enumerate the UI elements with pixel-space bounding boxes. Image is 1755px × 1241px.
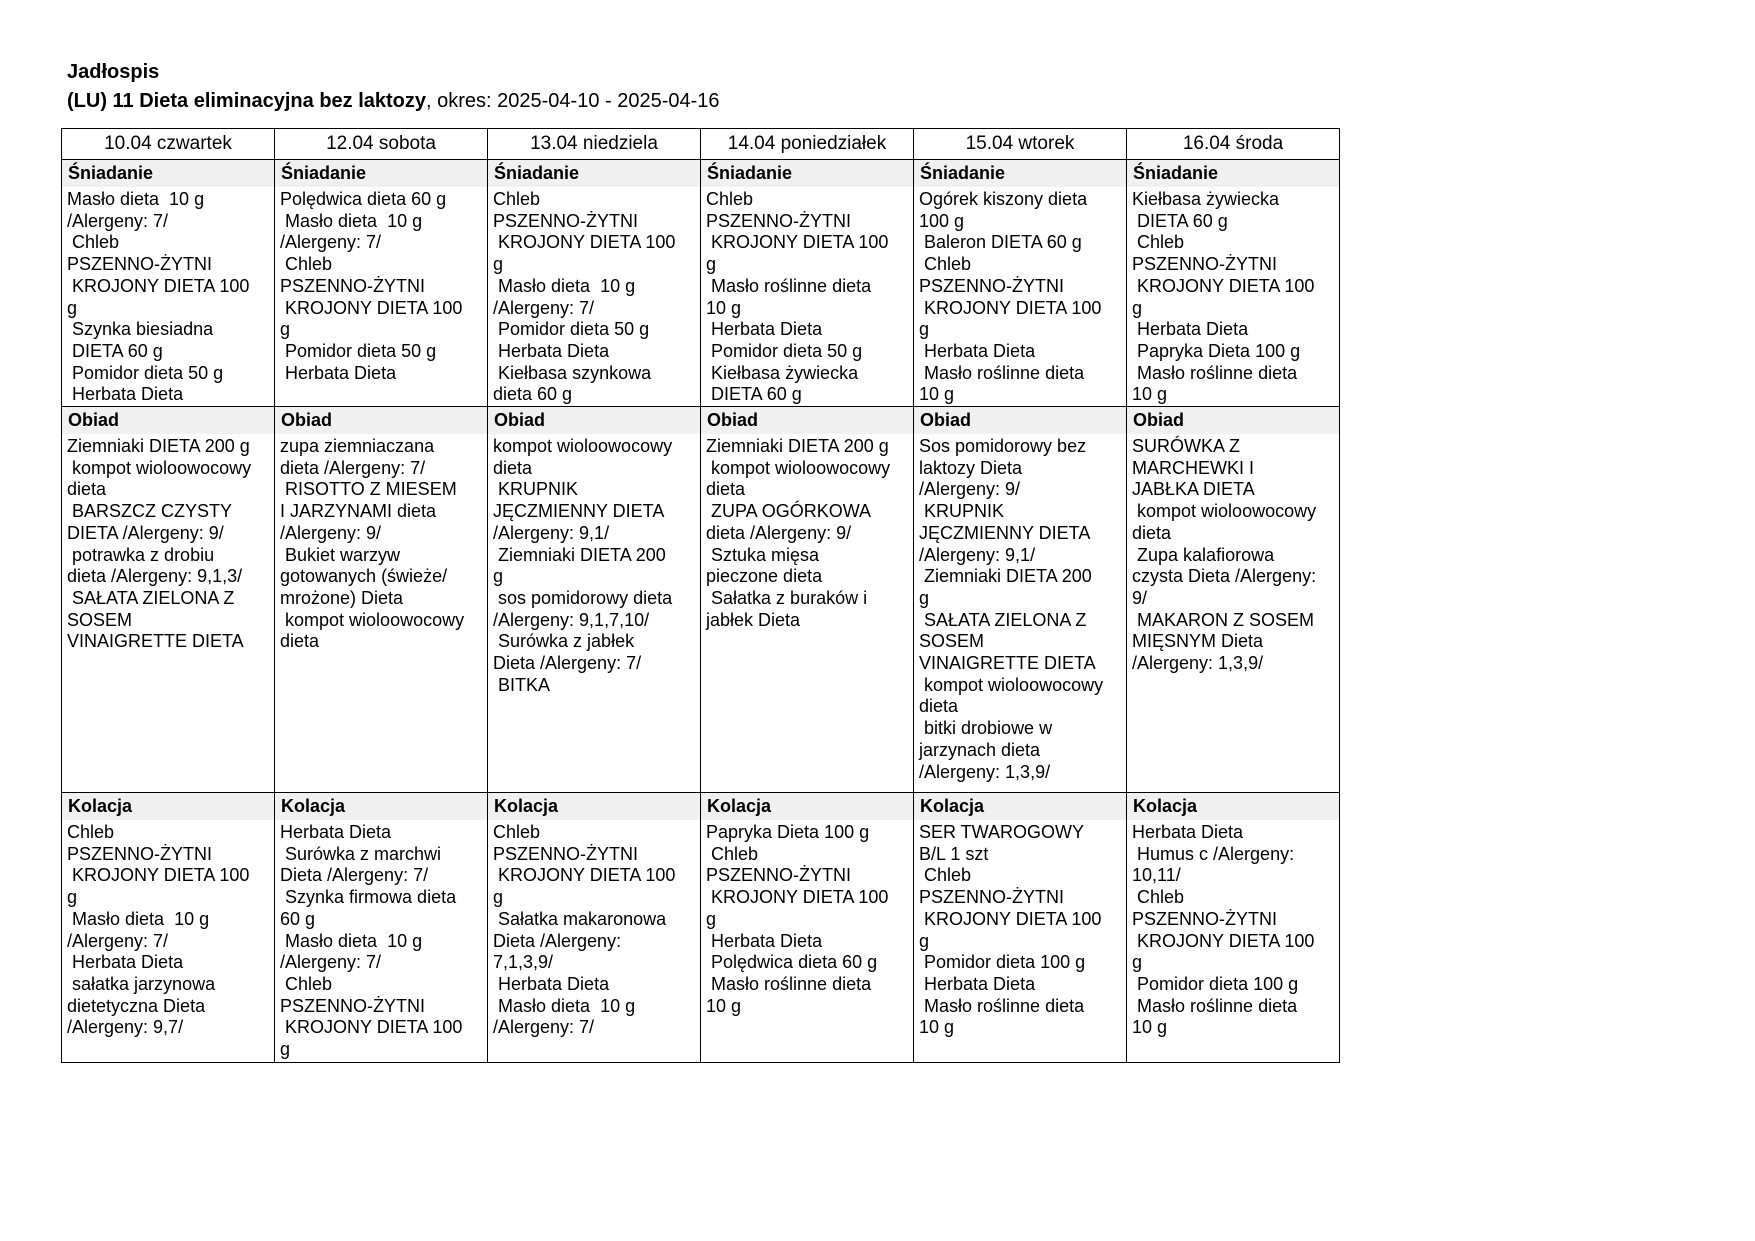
meal-items: kompot wioloowocowy dieta KRUPNIK JĘCZMIENNY DIETA /Alergeny: 9,1/ Ziemniaki DIETA 200 g sos pomidorowy dieta /Alergeny: 9,1,7,10/ Surówka z jabłek Dieta /Alergeny: 7/ BITKA <box>493 436 673 695</box>
meal-label: Kolacja <box>488 793 700 820</box>
menu-cell <box>1127 160 1340 407</box>
menu-cell <box>275 407 488 793</box>
meal-label: Kolacja <box>701 793 913 820</box>
diet-name: (LU) 11 Dieta eliminacyjna bez laktozy <box>67 90 427 112</box>
meal-items: zupa ziemniaczana dieta /Alergeny: 7/ RISOTTO Z MIESEM I JARZYNAMI dieta /Alergeny: 9/ Bukiet warzyw gotowanych (świeże/ mrożone) Dieta kompot wioloowocowy dieta <box>280 436 465 652</box>
document-title: Jadłospis <box>67 61 160 83</box>
meal-label: Obiad <box>1127 407 1339 434</box>
dinner-row <box>62 793 1340 1063</box>
meal-label: Śniadanie <box>275 160 487 187</box>
meal-items: Polędwica dieta 60 g Masło dieta 10 g /Alergeny: 7/ Chleb PSZENNO-ŻYTNI KROJONY DIETA 100 g Pomidor dieta 50 g Herbata Dieta <box>280 189 463 383</box>
meal-label: Kolacja <box>275 793 487 820</box>
meal-items: Chleb PSZENNO-ŻYTNI KROJONY DIETA 100 g Sałatka makaronowa Dieta /Alergeny: 7,1,3,9/ Herbata Dieta Masło dieta 10 g /Alergeny: 7/ <box>493 822 676 1038</box>
meal-items: Chleb PSZENNO-ŻYTNI KROJONY DIETA 100 g Masło roślinne dieta 10 g Herbata Dieta Pomidor dieta 50 g Kiełbasa żywiecka DIETA 60 g <box>706 189 889 405</box>
breakfast-row <box>62 160 1340 407</box>
meal-items: Herbata Dieta Surówka z marchwi Dieta /Alergeny: 7/ Szynka firmowa dieta 60 g Masło dieta 10 g /Alergeny: 7/ Chleb PSZENNO-ŻYTNI KROJONY DIETA 100 g <box>280 822 463 1060</box>
meal-items: Papryka Dieta 100 g Chleb PSZENNO-ŻYTNI KROJONY DIETA 100 g Herbata Dieta Polędwica dieta 60 g Masło roślinne dieta 10 g <box>706 822 889 1016</box>
menu-cell <box>914 160 1127 407</box>
menu-cell <box>275 793 488 1063</box>
meal-items: Chleb PSZENNO-ŻYTNI KROJONY DIETA 100 g Masło dieta 10 g /Alergeny: 7/ Herbata Dieta sałatka jarzynowa dietetyczna Dieta /Alergeny: 9,7/ <box>67 822 250 1038</box>
meal-label: Kolacja <box>1127 793 1339 820</box>
menu-cell <box>701 160 914 407</box>
menu-cell <box>701 793 914 1063</box>
menu-cell <box>488 793 701 1063</box>
day-header: 13.04 niedziela <box>488 129 701 160</box>
meal-label: Śniadanie <box>701 160 913 187</box>
meal-label: Śniadanie <box>62 160 274 187</box>
meal-label: Śniadanie <box>1127 160 1339 187</box>
meal-label: Obiad <box>914 407 1126 434</box>
meal-items: Kiełbasa żywiecka DIETA 60 g Chleb PSZENNO-ŻYTNI KROJONY DIETA 100 g Herbata Dieta Papryka Dieta 100 g Masło roślinne dieta 10 g <box>1132 189 1315 405</box>
day-header: 12.04 sobota <box>275 129 488 160</box>
period-text: , okres: 2025-04-10 - 2025-04-16 <box>426 90 720 112</box>
day-header-row <box>62 129 1340 160</box>
day-header: 14.04 poniedziałek <box>701 129 914 160</box>
menu-table <box>61 128 1340 1063</box>
menu-cell <box>914 793 1127 1063</box>
meal-label: Śniadanie <box>488 160 700 187</box>
menu-cell <box>62 160 275 407</box>
menu-cell <box>1127 407 1340 793</box>
menu-cell <box>62 407 275 793</box>
menu-cell <box>488 407 701 793</box>
meal-items: Ogórek kiszony dieta 100 g Baleron DIETA 60 g Chleb PSZENNO-ŻYTNI KROJONY DIETA 100 g Herbata Dieta Masło roślinne dieta 10 g <box>919 189 1102 405</box>
meal-label: Kolacja <box>914 793 1126 820</box>
menu-cell <box>275 160 488 407</box>
meal-items: Sos pomidorowy bez laktozy Dieta /Alergeny: 9/ KRUPNIK JĘCZMIENNY DIETA /Alergeny: 9,1/ Ziemniaki DIETA 200 g SAŁATA ZIELONA Z SOSEM VINAIGRETTE DIETA kompot wioloowocowy dieta bitki drobiowe w jarzynach dieta /Alergeny: 1,3,9/ <box>919 436 1104 782</box>
menu-cell <box>488 160 701 407</box>
meal-items: Herbata Dieta Humus c /Alergeny: 10,11/ Chleb PSZENNO-ŻYTNI KROJONY DIETA 100 g Pomidor dieta 100 g Masło roślinne dieta 10 g <box>1132 822 1315 1038</box>
meal-items: Ziemniaki DIETA 200 g kompot wioloowocowy dieta ZUPA OGÓRKOWA dieta /Alergeny: 9/ Sztuka mięsa pieczone dieta Sałatka z buraków i jabłek Dieta <box>706 436 891 630</box>
lunch-row <box>62 407 1340 793</box>
menu-cell <box>62 793 275 1063</box>
menu-cell <box>1127 793 1340 1063</box>
meal-items: SURÓWKA Z MARCHEWKI I JABŁKA DIETA kompot wioloowocowy dieta Zupa kalafiorowa czysta Dieta /Alergeny: 9/ MAKARON Z SOSEM MIĘSNYM Dieta /Alergeny: 1,3,9/ <box>1132 436 1317 674</box>
meal-label: Obiad <box>488 407 700 434</box>
meal-label: Obiad <box>701 407 913 434</box>
menu-cell <box>914 407 1127 793</box>
day-header: 10.04 czwartek <box>62 129 275 160</box>
document-subtitle <box>67 89 720 113</box>
meal-label: Kolacja <box>62 793 274 820</box>
meal-items: Ziemniaki DIETA 200 g kompot wioloowocowy dieta BARSZCZ CZYSTY DIETA /Alergeny: 9/ potrawka z drobiu dieta /Alergeny: 9,1,3/ SAŁATA ZIELONA Z SOSEM VINAIGRETTE DIETA <box>67 436 252 652</box>
meal-label: Obiad <box>62 407 274 434</box>
day-header: 16.04 środa <box>1127 129 1340 160</box>
menu-cell <box>701 407 914 793</box>
day-header: 15.04 wtorek <box>914 129 1127 160</box>
meal-items: SER TWAROGOWY B/L 1 szt Chleb PSZENNO-ŻYTNI KROJONY DIETA 100 g Pomidor dieta 100 g Herbata Dieta Masło roślinne dieta 10 g <box>919 822 1102 1038</box>
meal-label: Obiad <box>275 407 487 434</box>
meal-label: Śniadanie <box>914 160 1126 187</box>
meal-items: Masło dieta 10 g /Alergeny: 7/ Chleb PSZENNO-ŻYTNI KROJONY DIETA 100 g Szynka biesiadna DIETA 60 g Pomidor dieta 50 g Herbata Dieta <box>67 189 250 405</box>
meal-items: Chleb PSZENNO-ŻYTNI KROJONY DIETA 100 g Masło dieta 10 g /Alergeny: 7/ Pomidor dieta 50 g Herbata Dieta Kiełbasa szynkowa dieta 60 g <box>493 189 676 405</box>
